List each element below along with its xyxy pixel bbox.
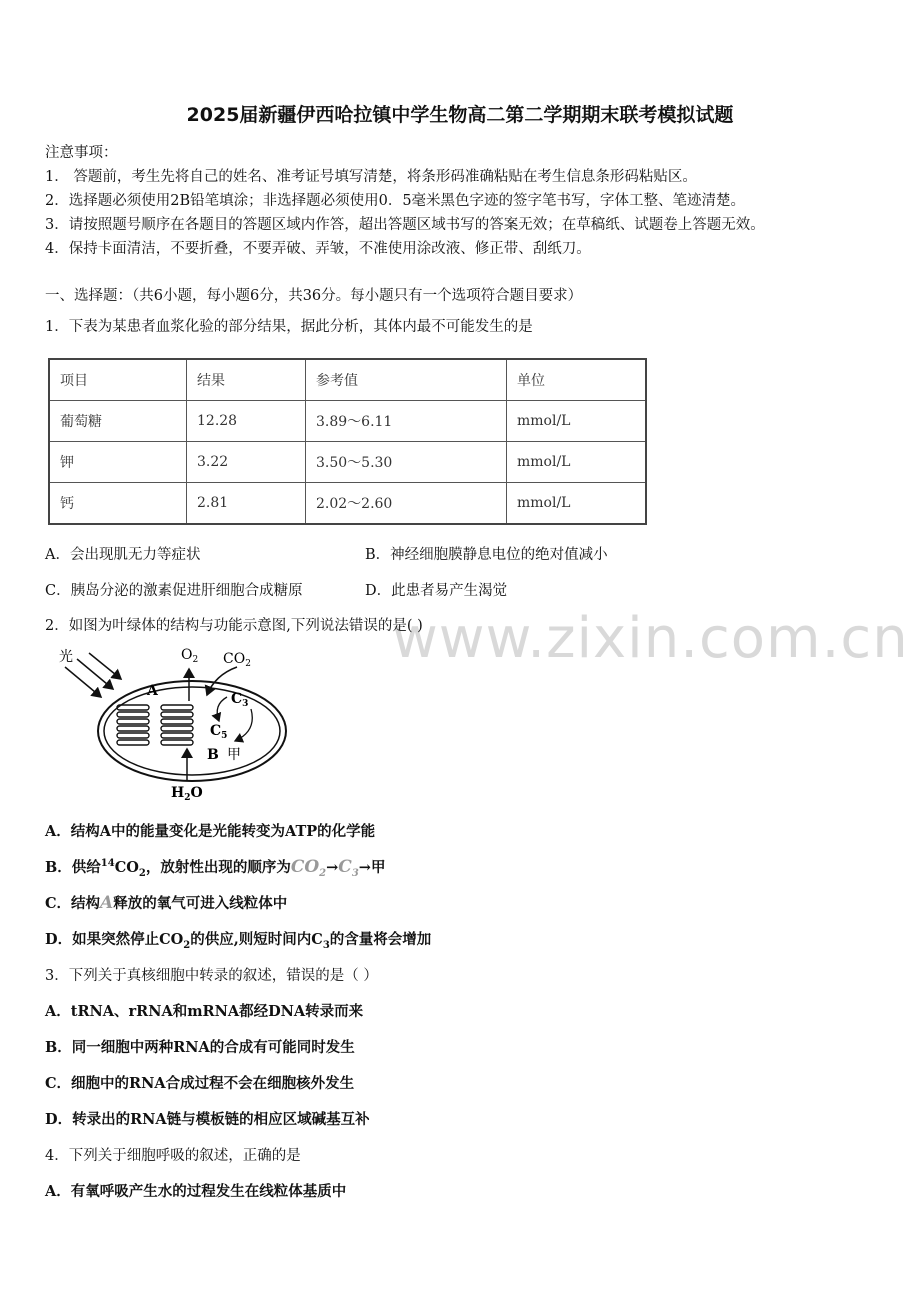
- light-arrow: [77, 659, 113, 689]
- label-jia: 甲: [227, 747, 241, 763]
- chloroplast-diagram: [55, 645, 295, 809]
- table-header-cell: 结果: [187, 359, 306, 401]
- table-cell: 葡萄糖: [49, 401, 187, 442]
- table-cell: 3.50～5.30: [306, 442, 507, 483]
- granum-stack-1: [117, 705, 149, 745]
- table-cell: 3.22: [187, 442, 306, 483]
- q1-option-b: B．神经细胞膜静息电位的绝对值减小: [365, 547, 608, 563]
- table-header-row: [49, 359, 646, 401]
- table-cell: mmol/L: [507, 401, 647, 442]
- q2-option-c: C．结构A释放的氧气可进入线粒体中: [45, 893, 288, 913]
- q2-option-b: B．供给$^{14}CO_2$，放射性出现的顺序为$CO_2\to C_3\to$甲: [45, 857, 386, 879]
- section-heading: 一、选择题：（共6小题，每小题6分，共36分。每小题只有一个选项符合题目要求）: [45, 288, 583, 304]
- table-cell: 2.81: [187, 483, 306, 525]
- note-item-4: 4．保持卡面清洁，不要折叠，不要弄破、弄皱，不准使用涂改液、修正带、刮纸刀。: [45, 241, 591, 257]
- note-item-2: 2．选择题必须使用2B铅笔填涂；非选择题必须使用0．5毫米黑色字迹的签字笔书写，字体工整、笔迹清楚。: [45, 193, 746, 209]
- c3-label: $C_3$: [231, 691, 249, 709]
- watermark: www.zixin.com.cn: [392, 606, 909, 671]
- table-row: [49, 483, 646, 525]
- q2-option-d: D．如果突然停止$CO_2$的供应,则短时间内$C_3$的含量将会增加: [45, 931, 432, 951]
- granum-stack-2: [161, 705, 193, 745]
- arrow-icon: →: [326, 859, 339, 876]
- q3-option-d: D．转录出的RNA链与模板链的相应区域碱基互补: [45, 1111, 370, 1128]
- cycle-arrow: [217, 697, 227, 721]
- table-cell: 2.02～2.60: [306, 483, 507, 525]
- page-title: 2025届新疆伊西哈拉镇中学生物高二第二学期期末联考模拟试题: [186, 104, 734, 126]
- table-header-cell: 项目: [49, 359, 187, 401]
- table-row: [49, 442, 646, 483]
- o2-label: $O_2$: [181, 647, 199, 665]
- table-cell: 12.28: [187, 401, 306, 442]
- table-cell: 钾: [49, 442, 187, 483]
- h2o-label: $H_2O$: [171, 785, 203, 803]
- q1-option-d: D．此患者易产生渴觉: [365, 583, 508, 599]
- table-cell: 3.89～6.11: [306, 401, 507, 442]
- light-label: 光: [59, 649, 73, 665]
- co2-label: $CO_2$: [223, 651, 251, 669]
- table-cell: mmol/L: [507, 483, 647, 525]
- q3-stem: 3．下列关于真核细胞中转录的叙述，错误的是（ ）: [45, 968, 378, 984]
- label-a: A: [147, 683, 158, 699]
- q2-option-a: A．结构A中的能量变化是光能转变为ATP的化学能: [45, 823, 376, 840]
- q4-option-a: A．有氧呼吸产生水的过程发生在线粒体基质中: [45, 1183, 347, 1200]
- q3-option-b: B．同一细胞中两种RNA的合成有可能同时发生: [45, 1039, 355, 1056]
- q1-option-c: C．胰岛分泌的激素促进肝细胞合成糖原: [45, 583, 303, 599]
- q1-option-a: A．会出现肌无力等症状: [45, 547, 201, 563]
- lab-results-table: [48, 358, 647, 525]
- light-arrow: [89, 653, 121, 679]
- table-cell: 钙: [49, 483, 187, 525]
- label-b: B: [207, 747, 219, 763]
- q1-stem: 1．下表为某患者血浆化验的部分结果，据此分析，其体内最不可能发生的是: [45, 319, 533, 335]
- notes-heading: 注意事项：: [45, 145, 118, 161]
- table-row: [49, 401, 646, 442]
- light-arrow: [65, 667, 101, 697]
- q4-stem: 4．下列关于细胞呼吸的叙述，正确的是: [45, 1148, 301, 1164]
- table-header-cell: 单位: [507, 359, 647, 401]
- note-item-3: 3．请按照题号顺序在各题目的答题区域内作答，超出答题区域书写的答案无效；在草稿纸、试题卷上答题无效。: [45, 217, 765, 233]
- q3-option-c: C．细胞中的RNA合成过程不会在细胞核外发生: [45, 1075, 355, 1092]
- table-cell: mmol/L: [507, 442, 647, 483]
- q3-option-a: A．tRNA、rRNA和mRNA都经DNA转录而来: [45, 1003, 364, 1020]
- q2-stem: 2．如图为叶绿体的结构与功能示意图,下列说法错误的是( ): [45, 618, 423, 634]
- note-item-1: 1． 答题前，考生先将自己的姓名、准考证号填写清楚，将条形码准确粘贴在考生信息条形码粘贴区。: [45, 169, 697, 185]
- arrow-icon: →: [358, 859, 371, 876]
- table-header-cell: 参考值: [306, 359, 507, 401]
- cycle-arrow: [235, 709, 252, 741]
- c5-label: $C_5$: [210, 723, 228, 741]
